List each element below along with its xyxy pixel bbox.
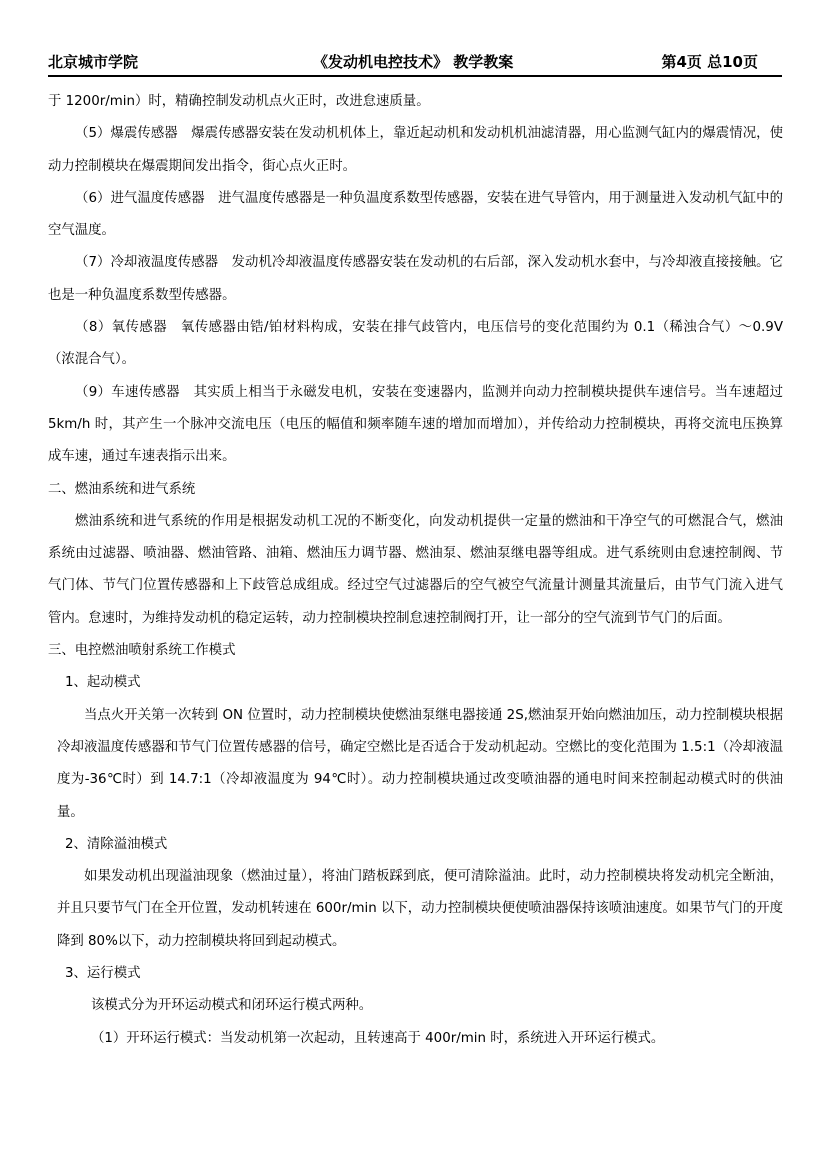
subsection-heading: 1、起动模式 (65, 675, 141, 691)
paragraph: 于 1200r/min）时，精确控制发动机点火正时，改进怠速质量。 (48, 94, 430, 109)
course-title: 《发动机电控技术》 教学教案 (313, 53, 514, 71)
page-header (48, 52, 782, 74)
paragraph-oxygen-sensor: （8）氧传感器 氧传感器由锆/铂材料构成，安装在排气歧管内，电压信号的变化范围约为 0.1（稀浊合气）～0.9V（浓混合气）。 (48, 320, 783, 368)
section-heading: 二、燃油系统和进气系统 (48, 481, 196, 497)
subsection-heading: 3、运行模式 (65, 966, 141, 982)
paragraph-flood-clear-mode: 如果发动机出现溢油现象（燃油过量），将油门踏板踩到底，便可清除溢油。此时，动力控制模块将发动机完全断油，并且只要节气门在全开位置，发动机转速在 600r/min 以下，动力控制模块便使喷油器保持该喷油速度。如果节气门的开度降到 80%以下，动力控制模块将回到起动模式。 (57, 869, 783, 949)
paragraph-coolant-temp-sensor: （7）冷却液温度传感器 发动机冷却液温度传感器安装在发动机的右后部，深入发动机水套中，与冷却液直接接触。它也是一种负温度系数型传感器。 (48, 255, 783, 303)
page-number: 第4页 总10页 (661, 53, 758, 71)
paragraph-open-loop: （1）开环运行模式：当发动机第一次起动，且转速高于 400r/min 时，系统进入开环运行模式。 (91, 1030, 665, 1046)
paragraph-speed-sensor: （9）车速传感器 其实质上相当于永磁发电机，安装在变速器内，监测并向动力控制模块提供车速信号。当车速超过 5km/h 时，其产生一个脉冲交流电压（电压的幅值和频率随车速的增加而增加），并传给动力控制模块，再将交流电压换算成车速，通过车速表指示出来。 (48, 384, 783, 465)
document-body (48, 86, 783, 1055)
paragraph-run-mode: 该模式分为开环运动模式和闭环运行模式两种。 (91, 998, 373, 1014)
subsection-heading: 2、清除溢油模式 (65, 836, 168, 852)
paragraph-start-mode: 当点火开关第一次转到 ON 位置时，动力控制模块使燃油泵继电器接通 2S,燃油泵开始向燃油加压，动力控制模块根据冷却液温度传感器和节气门位置传感器的信号，确定空燃比是否适合于发动机起动。空燃比的变化范围为 1.5:1（冷却液温度为-36℃时）到 14.7:1（冷却液温度为 94℃时）。动力控制模块通过改变喷油器的通电时间来控制起动模式时的供油量。 (57, 707, 783, 820)
paragraph-fuel-intake: 燃油系统和进气系统的作用是根据发动机工况的不断变化，向发动机提供一定量的燃油和干净空气的可燃混合气，燃油系统由过滤器、喷油器、燃油管路、油箱、燃油压力调节器、燃油泵、燃油泵继电器等组成。进气系统则由怠速控制阀、节气门体、节气门位置传感器和上下歧管总成组成。经过空气过滤器后的空气被空气流量计测量其流量后，由节气门流入进气管内。怠速时，为维持发动机的稳定运转，动力控制模块控制怠速控制阀打开，让一部分的空气流到节气门的后面。 (48, 513, 783, 626)
school-name: 北京城市学院 (48, 53, 139, 71)
section-heading: 三、电控燃油喷射系统工作模式 (48, 643, 236, 659)
header-divider (48, 75, 782, 77)
paragraph-knock-sensor: （5）爆震传感器 爆震传感器安装在发动机机体上，靠近起动机和发动机机油滤清器，用心监测气缸内的爆震情况，使动力控制模块在爆震期间发出指令，街心点火正时。 (48, 126, 783, 174)
paragraph-intake-temp-sensor: （6）进气温度传感器 进气温度传感器是一种负温度系数型传感器，安装在进气导管内，用于测量进入发动机气缸中的空气温度。 (48, 190, 783, 239)
